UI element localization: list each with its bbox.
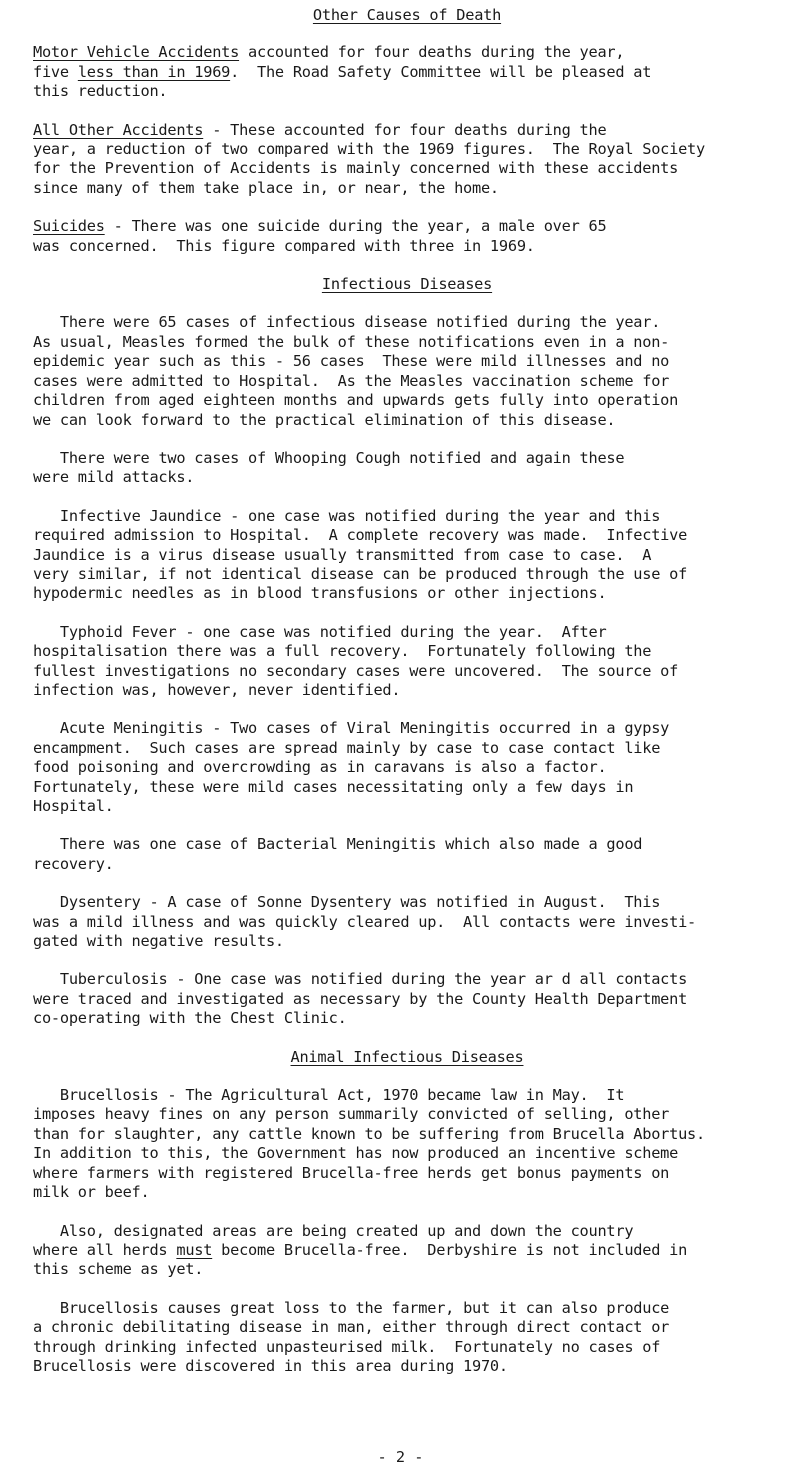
whooping-cough-paragraph: There were two cases of Whooping Cough notified and again these were mild attacks. xyxy=(33,448,625,487)
section-heading-other-causes: Other Causes of Death xyxy=(312,6,502,24)
typhoid-fever-paragraph: Typhoid Fever - one case was notified during the year. After hospitalisation there was a full recovery. Fortunately following the fullest investigations no secondary cases were uncovered. The source of infection was, however, never identified. xyxy=(33,622,679,699)
bacterial-meningitis-paragraph: There was one case of Bacterial Meningitis which also made a good recovery. xyxy=(33,835,643,873)
suicides-paragraph: Suicides - There was one suicide during the year, a male over 65 was concerned. This figure compared with three in 1969. xyxy=(33,217,607,255)
brucellosis-designated-areas-paragraph: Also, designated areas are being created up and down the country where all herds must become Brucella-free. Derbyshire is not included in this scheme as yet. xyxy=(33,1221,688,1279)
page-number: - 2 - xyxy=(377,1448,424,1466)
tuberculosis-paragraph: Tuberculosis - One case was notified during the year ar d all contacts were traced and investigated as necessary by the County Health Department co-operating with the Chest Clinic. xyxy=(33,970,688,1028)
acute-meningitis-paragraph: Acute Meningitis - Two cases of Viral Meningitis occurred in a gypsy encampment. Such cases are spread mainly by case to case contact like food poisoning and overcrowding as in caravans is also a factor. Fortunately, these were mild cases necessitating only a few days in Hospital. xyxy=(33,719,670,815)
motor-vehicle-accidents-title: Motor Vehicle Accidents xyxy=(33,43,240,62)
document-page xyxy=(33,6,781,1376)
infective-jaundice-paragraph: Infective Jaundice - one case was notified during the year and this required admission to Hospital. A complete recovery was made. Infective Jaundice is a virus disease usually transmitted from case to case. A very similar, if not identical disease can be produced through the use of hypodermic needles as in blood transfusions or other injections. xyxy=(33,506,688,603)
other-accidents-paragraph: All Other Accidents - These accounted for four deaths during the year, a reduction of two compared with the 1969 figures. The Royal Society for the Prevention of Accidents is mainly concerned with these accidents since many of them take place in, or near, the home. xyxy=(33,120,705,197)
motor-vehicle-accidents-paragraph: Motor Vehicle Accidents accounted for four deaths during the year, five less than in 1969. The Road Safety Committee will be pleased at this reduction. xyxy=(33,43,652,101)
suicides-title: Suicides xyxy=(33,217,105,236)
brucellosis-act-paragraph: Brucellosis - The Agricultural Act, 1970 became law in May. It imposes heavy fines on any person summarily convicted of selling, other than for slaughter, any cattle known to be suffering from Brucella Abortus. In addition to this, the Government has now produced an incentive scheme where farmers with registered Brucella-free herds get bonus payments on milk or beef. xyxy=(33,1086,705,1202)
infectious-summary-paragraph: There were 65 cases of infectious disease notified during the year. As usual, Measles formed the bulk of these notifications even in a non- epidemic year such as this - 56 cases These were mild illnesses and no cases were admitted to Hospital. As the Measles vaccination scheme for children from aged eighteen months and upwards gets fully into operation we can look forward to the practical elimination of this disease. xyxy=(33,313,679,429)
section-heading-infectious-diseases: Infectious Diseases xyxy=(321,275,493,294)
dysentery-paragraph: Dysentery - A case of Sonne Dysentery was notified in August. This was a mild illness and was quickly cleared up. All contacts were investi- gated with negative results. xyxy=(33,893,697,951)
brucellosis-effects-paragraph: Brucellosis causes great loss to the farmer, but it can also produce a chronic debilitating disease in man, either through direct contact or through drinking infected unpasteurised milk. Fortunately no cases of Brucellosis were discovered in this area during 1970. xyxy=(33,1298,670,1375)
section-heading-animal-infectious-diseases: Animal Infectious Diseases xyxy=(290,1047,524,1066)
other-accidents-title: All Other Accidents xyxy=(33,120,204,139)
